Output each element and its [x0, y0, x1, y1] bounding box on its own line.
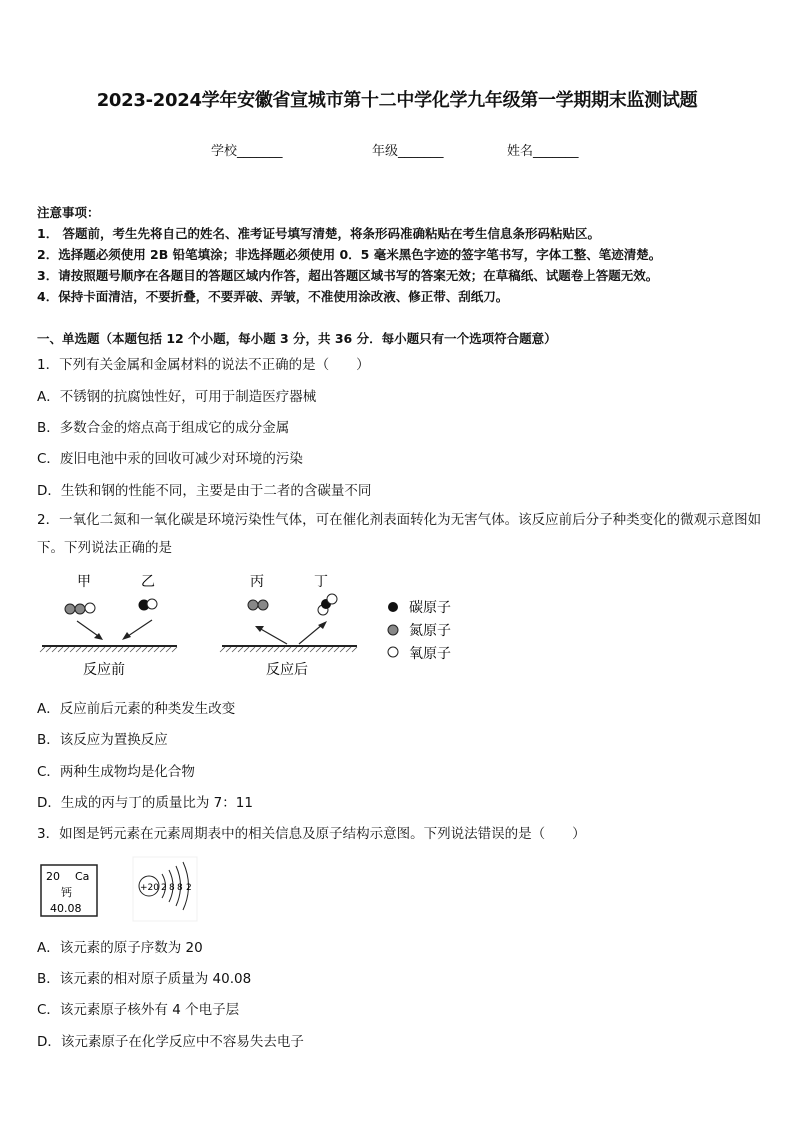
section-heading: 一、单选题（本题包括 12 个小题，每小题 3 分，共 36 分．每小题只有一个选项符合题意）	[37, 331, 557, 346]
atomic-mass: 40.08	[50, 902, 82, 915]
legend-oxygen: 氧原子	[409, 646, 451, 662]
question-1-option-d: D．生铁和钢的性能不同，主要是由于二者的含碳量不同	[37, 483, 372, 499]
legend-oxygen-marker	[388, 647, 398, 657]
question-2-option-b: B．该反应为置换反应	[37, 732, 168, 748]
label-after: 反应后	[266, 662, 308, 678]
question-1-option-b: B．多数合金的熔点高于组成它的成分金属	[37, 420, 290, 436]
shell-electrons: 2	[186, 883, 192, 893]
notice-heading: 注意事项：	[37, 205, 100, 220]
notice-item: 4．保持卡面清洁，不要折叠，不要弄破、弄皱，不准使用涂改液、修正带、刮纸刀。	[37, 289, 509, 304]
label-before: 反应前	[83, 662, 125, 678]
legend-nitrogen-marker	[388, 625, 398, 635]
question-1-stem: 1．下列有关金属和金属材料的说法不正确的是（ ）	[37, 357, 370, 373]
nitrogen-atom	[258, 600, 268, 610]
nitrogen-atom	[65, 604, 75, 614]
label-yi: 乙	[141, 574, 155, 590]
question-2-option-d: D．生成的丙与丁的质量比为 7：11	[37, 795, 253, 811]
question-2-stem: 2．一氧化二氮和一氧化碳是环境污染性气体，可在催化剂表面转化为无害气体。该反应前后分子种类变化的微观示意图如下。下列说法正确的是	[37, 512, 762, 556]
shell-electrons: 8	[169, 883, 175, 893]
element-symbol: Ca	[75, 870, 90, 883]
question-3-option-a: A．该元素的原子序数为 20	[37, 940, 203, 956]
arrow-head	[122, 632, 131, 640]
question-3-option-d: D．该元素原子在化学反应中不容易失去电子	[37, 1034, 304, 1050]
question-3-option-c: C．该元素原子核外有 4 个电子层	[37, 1002, 240, 1018]
nuclear-charge: +20	[140, 883, 159, 893]
catalyst-hatch-before	[40, 647, 177, 652]
nitrogen-atom	[248, 600, 258, 610]
reaction-diagram	[37, 568, 477, 683]
legend-carbon-marker	[388, 602, 398, 612]
legend-nitrogen: 氮原子	[409, 623, 451, 639]
label-ding: 丁	[314, 574, 328, 590]
school-field[interactable]: 学校_______	[211, 144, 283, 159]
label-bing: 丙	[250, 574, 264, 590]
grade-field[interactable]: 年级_______	[372, 144, 444, 159]
notice-item: 1． 答题前，考生先将自己的姓名、准考证号填写清楚，将条形码准确粘贴在考生信息条形码粘贴区。	[37, 226, 601, 241]
atomic-number: 20	[46, 870, 60, 883]
arrow-head	[255, 626, 264, 632]
question-3-option-b: B．该元素的相对原子质量为 40.08	[37, 971, 252, 987]
nitrogen-atom	[75, 604, 85, 614]
question-2-option-a: A．反应前后元素的种类发生改变	[37, 701, 236, 717]
catalyst-hatch-after	[220, 647, 357, 652]
notice-item: 2．选择题必须使用 2B 铅笔填涂；非选择题必须使用 0．5 毫米黑色字迹的签字笔书写，字体工整、笔迹清楚。	[37, 247, 662, 262]
question-1-option-a: A．不锈钢的抗腐蚀性好，可用于制造医疗器械	[37, 389, 317, 405]
question-1-option-c: C．废旧电池中汞的回收可减少对环境的污染	[37, 451, 303, 467]
element-name: 钙	[61, 886, 72, 899]
question-3-stem: 3．如图是钙元素在元素周期表中的相关信息及原子结构示意图。下列说法错误的是（ ）	[37, 826, 586, 842]
question-2-option-c: C．两种生成物均是化合物	[37, 764, 195, 780]
calcium-figure	[38, 852, 200, 922]
shell-electrons: 2	[161, 883, 167, 893]
label-jia: 甲	[77, 574, 91, 590]
page-title: 2023-2024学年安徽省宣城市第十二中学化学九年级第一学期期末监测试题	[96, 90, 698, 111]
oxygen-atom	[327, 594, 337, 604]
notice-item: 3．请按照题号顺序在各题目的答题区域内作答，超出答题区域书写的答案无效；在草稿纸、试题卷上答题无效。	[37, 268, 659, 283]
legend-carbon: 碳原子	[409, 600, 451, 616]
oxygen-atom	[85, 603, 95, 613]
arrow-line	[299, 624, 323, 644]
oxygen-atom	[147, 599, 157, 609]
name-field[interactable]: 姓名_______	[507, 144, 579, 159]
arrow-line	[259, 628, 287, 644]
shell-electrons: 8	[177, 883, 183, 893]
